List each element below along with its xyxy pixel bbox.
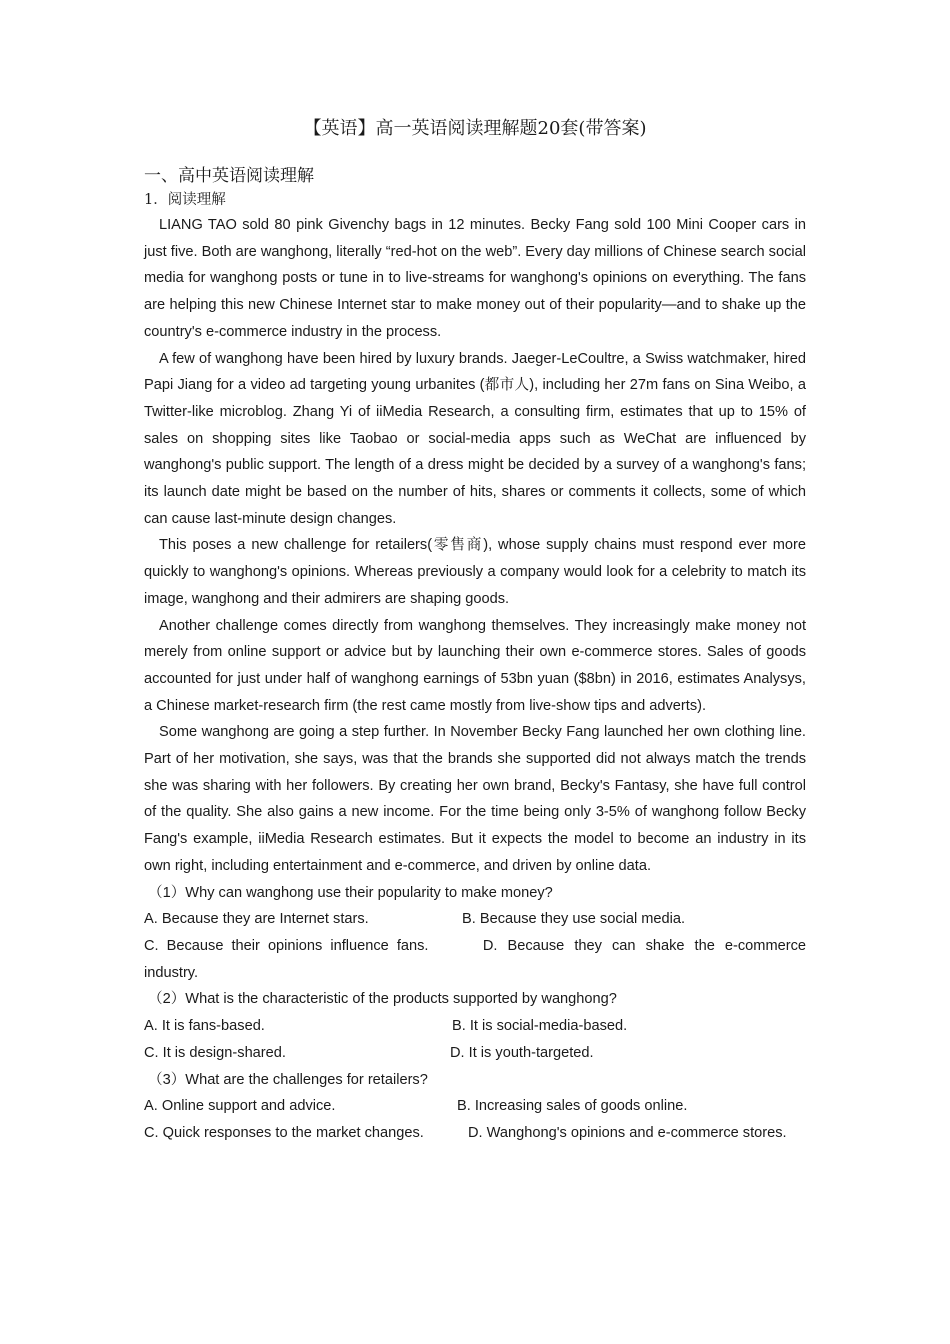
question-text: （2）What is the characteristic of the products supported by wanghong? — [148, 991, 617, 1008]
options-row — [144, 1013, 806, 1040]
question-label: 1．阅读理解 — [144, 192, 226, 208]
options-row — [144, 1093, 806, 1120]
paragraph: Some wanghong are going a step further. In November Becky Fang launched her own clothing line. Part of her motivation, she says, was that the brands she supported did not always match the trends she was sharing with her followers. By creating her own brand, Becky's Fantasy, she have full control of the quality. She also gains a new income. For the time being only 3-5% of wanghong follow Becky Fang's example, iiMedia Research estimates. But it expects the model to become an industry in its own right, including entertainment and e-commerce, and driven by online data. — [144, 724, 806, 874]
option-b: B. Increasing sales of goods online. — [457, 1098, 688, 1115]
question-text: （1）Why can wanghong use their popularity to make money? — [148, 884, 553, 901]
option-d: D. Wanghong's opinions and e-commerce stores. — [468, 1124, 787, 1141]
section-heading: 一、高中英语阅读理解 — [144, 166, 314, 186]
option-a: A. It is fans-based. — [144, 1018, 265, 1035]
passage-body — [144, 212, 806, 1147]
option-d-line: D. Because they can shake the e-commerce — [482, 937, 806, 954]
document-title: 【英语】高一英语阅读理解题20套(带答案) — [303, 118, 647, 139]
options-row — [144, 1040, 806, 1067]
option-c: C. Because their opinions influence fans. — [144, 937, 429, 954]
option-c: C. It is design-shared. — [144, 1044, 286, 1061]
question-2 — [144, 986, 806, 1066]
paragraph: This poses a new challenge for retailers(零售商), whose supply chains must respond ever more quickly to wanghong's opinions. Whereas previously a company would look for a celebrity to match its image, wanghong and their admirers are shaping goods. — [144, 537, 806, 607]
options-row — [144, 906, 806, 933]
paragraph: A few of wanghong have been hired by luxury brands. Jaeger-LeCoultre, a Swiss watchmaker, hired Papi Jiang for a video ad targeting young urbanites (都市人), including her 27m fans on Sina Weibo, a Twitter-like microblog. Zhang Yi of iiMedia Research, a consulting firm, estimates that up to 15% of sales on shopping sites like Taobao or social-media apps such as WeChat are influenced by wanghong's public support. The length of a dress might be decided by a survey of a wanghong's fans; its launch date might be based on the number of hits, shares or comments it collects, some of which can cause last-minute design changes. — [144, 350, 806, 527]
question-text: （3）What are the challenges for retailers? — [148, 1071, 428, 1088]
option-b: B. It is social-media-based. — [452, 1018, 628, 1035]
options-row — [144, 933, 806, 960]
paragraph: Another challenge comes directly from wanghong themselves. They increasingly make money not merely from online support or advice but by launching their own e-commerce stores. Sales of goods accounted for just under half of wanghong earnings of 53bn yuan ($8bn) in 2016, estimates Analysys, a Chinese market-research firm (the rest came mostly from live-show tips and adverts). — [144, 617, 806, 714]
option-a: A. Because they are Internet stars. — [144, 911, 369, 928]
option-c: C. Quick responses to the market changes. — [144, 1124, 424, 1141]
option-b: B. Because they use social media. — [462, 911, 686, 928]
paragraph: LIANG TAO sold 80 pink Givenchy bags in 12 minutes. Becky Fang sold 100 Mini Cooper cars in just five. Both are wanghong, literally “red-hot on the web”. Every day millions of Chinese search social media for wanghong posts or tune in to live-streams for wanghong's opinions on everything. The fans are helping this new Chinese Internet star to make money out of their popularity—and to shake up the country's e-commerce industry in the process. — [144, 217, 806, 340]
question-3 — [144, 1067, 806, 1147]
option-d-continuation: industry. — [144, 964, 199, 981]
question-1 — [144, 880, 806, 987]
option-a: A. Online support and advice. — [144, 1098, 336, 1115]
options-row — [144, 1120, 806, 1147]
option-d: D. It is youth-targeted. — [450, 1044, 594, 1061]
